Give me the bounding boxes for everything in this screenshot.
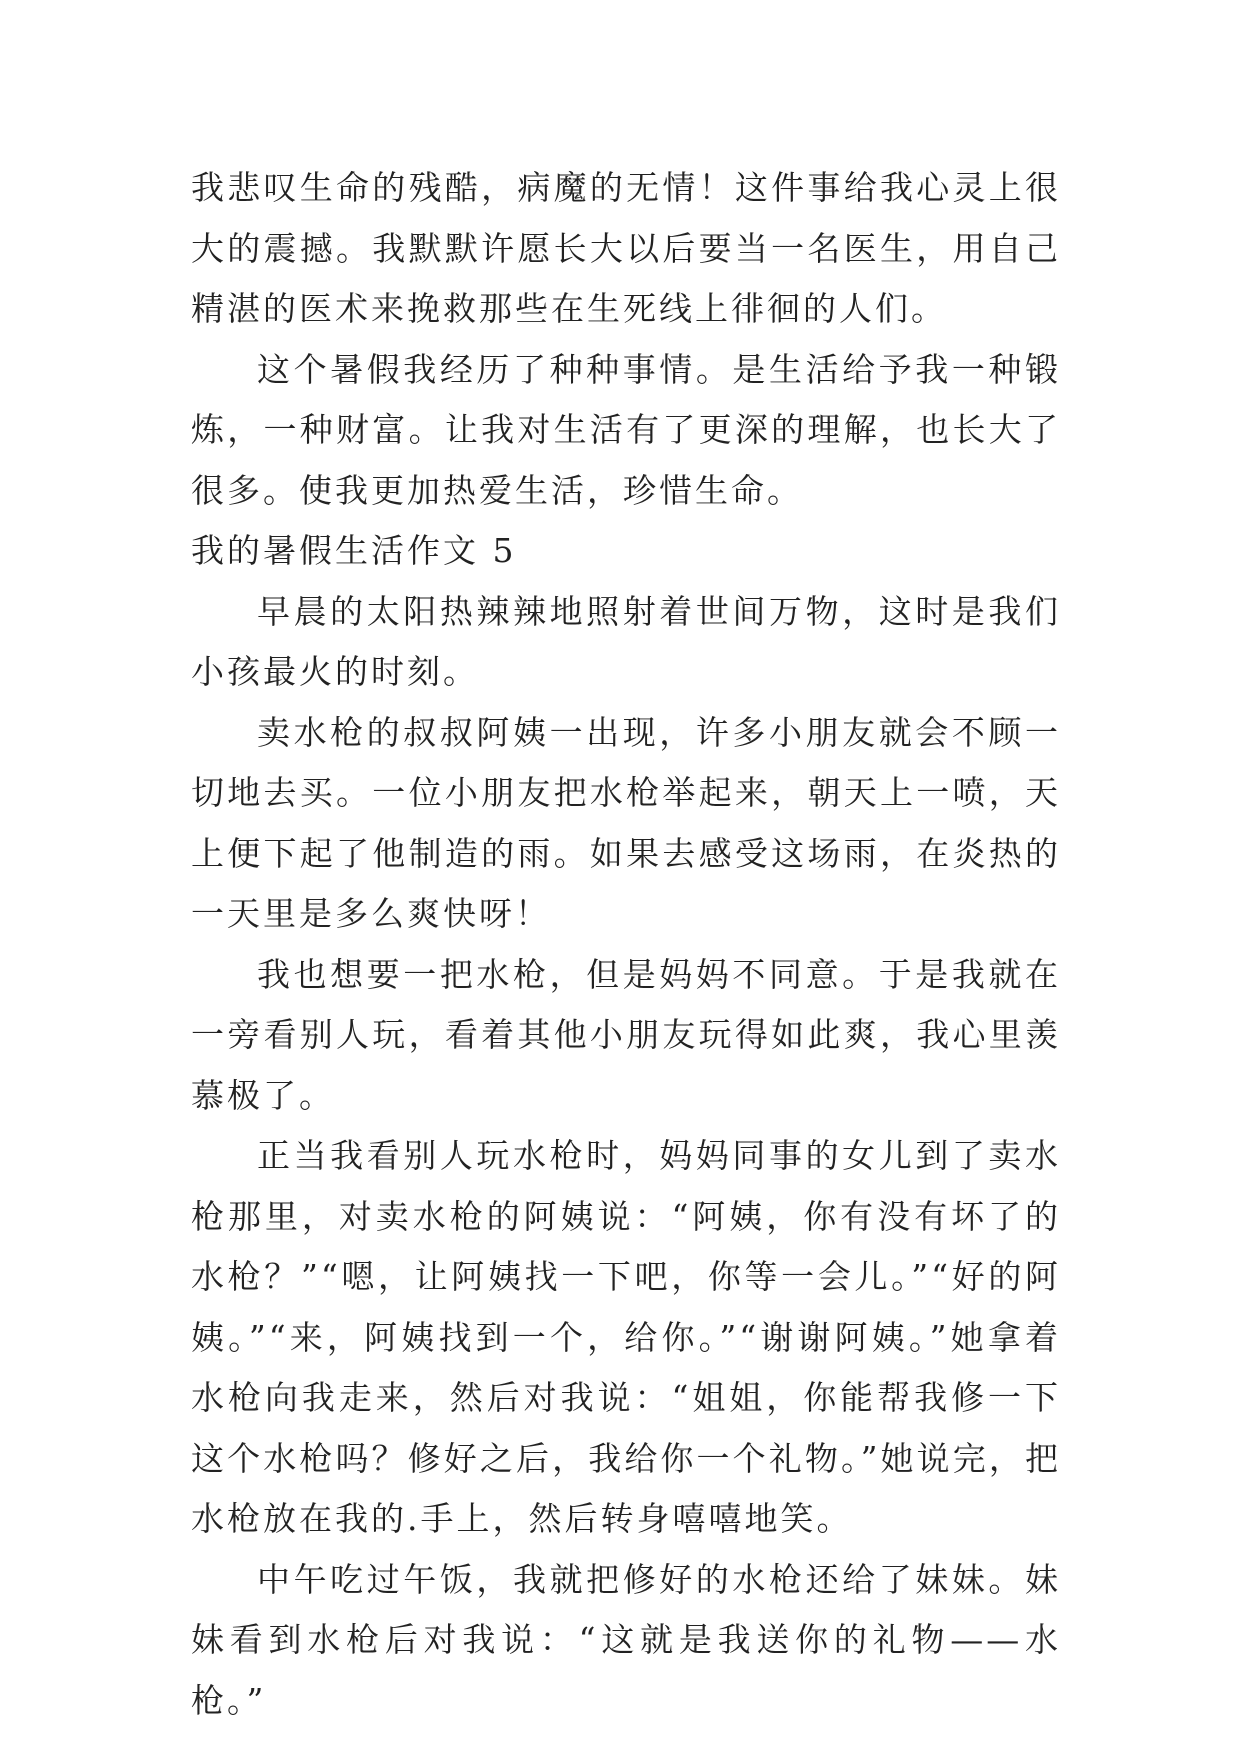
- paragraph: 这个暑假我经历了种种事情。是生活给予我一种锻炼，一种财富。让我对生活有了更深的理解，也长大了很多。使我更加热爱生活，珍惜生命。: [191, 349, 1061, 510]
- document-body: [191, 158, 1061, 1731]
- paragraph: 中午吃过午饭，我就把修好的水枪还给了妹妹。妹妹看到水枪后对我说：“这就是我送你的礼物——水枪。”: [191, 1559, 1061, 1720]
- paragraph: 早晨的太阳热辣辣地照射着世间万物，这时是我们小孩最火的时刻。: [191, 591, 1061, 691]
- paragraph: 卖水枪的叔叔阿姨一出现，许多小朋友就会不顾一切地去买。一位小朋友把水枪举起来，朝天上一喷，天上便下起了他制造的雨。如果去感受这场雨，在炎热的一天里是多么爽快呀！: [191, 712, 1061, 933]
- paragraph: 我也想要一把水枪，但是妈妈不同意。于是我就在一旁看别人玩，看着其他小朋友玩得如此爽，我心里羡慕极了。: [191, 954, 1061, 1115]
- essay-heading: 我的暑假生活作文 5: [191, 531, 517, 570]
- paragraph: 正当我看别人玩水枪时，妈妈同事的女儿到了卖水枪那里，对卖水枪的阿姨说：“阿姨，你有没有坏了的水枪？”“嗯，让阿姨找一下吧，你等一会儿。”“好的阿姨。”“来，阿姨找到一个，给你。”“谢谢阿姨。”她拿着水枪向我走来，然后对我说：“姐姐，你能帮我修一下这个水枪吗？修好之后，我给你一个礼物。”她说完，把水枪放在我的.手上，然后转身嘻嘻地笑。: [191, 1136, 1061, 1538]
- paragraph-continuation: 我悲叹生命的残酷，病魔的无情！这件事给我心灵上很大的震撼。我默默许愿长大以后要当一名医生，用自己精湛的医术来挽救那些在生死线上徘徊的人们。: [191, 168, 1061, 328]
